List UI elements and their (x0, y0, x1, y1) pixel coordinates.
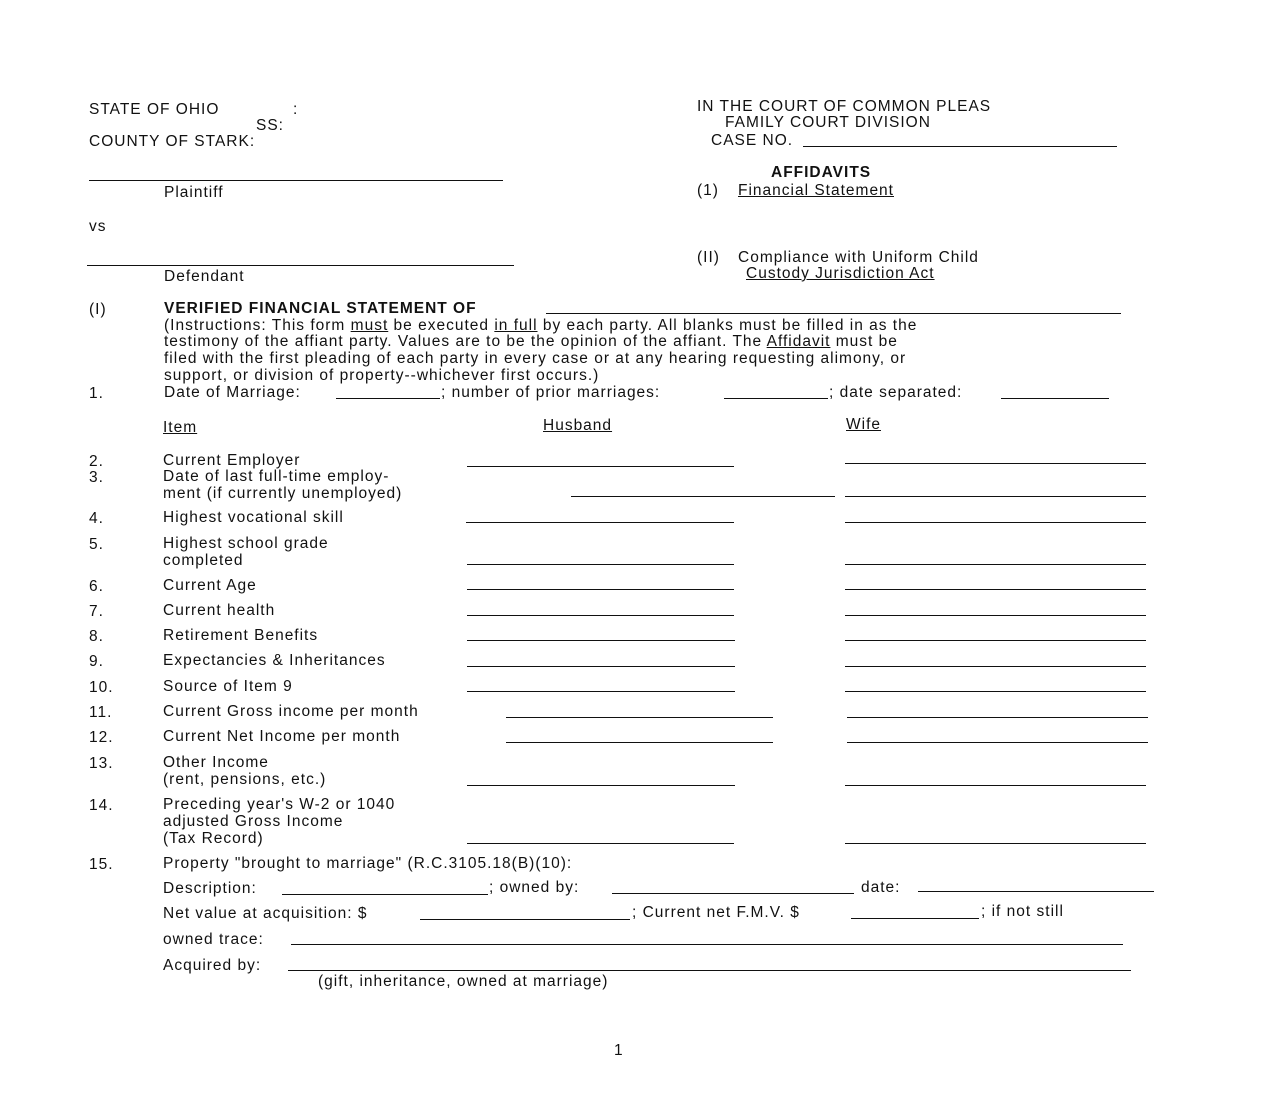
husband-answer-line[interactable] (506, 742, 773, 743)
row1-num: 1. (89, 385, 104, 402)
net-value-line[interactable] (420, 919, 630, 920)
husband-answer-line[interactable] (467, 466, 734, 467)
statement-name-line[interactable] (546, 313, 1121, 314)
owned-trace-label: owned trace: (163, 931, 264, 948)
item-number: 5. (89, 536, 104, 553)
court-division: FAMILY COURT DIVISION (725, 114, 931, 131)
wife-answer-line[interactable] (845, 564, 1146, 565)
item-label: Source of Item 9 (163, 678, 293, 695)
husband-answer-line[interactable] (506, 717, 773, 718)
column-husband: Husband (543, 417, 613, 434)
instructions-text: be executed (388, 317, 495, 334)
date-of-marriage-label: Date of Marriage: (164, 384, 301, 401)
case-no-label: CASE NO. (711, 132, 794, 149)
wife-answer-line[interactable] (845, 496, 1146, 497)
date-separated-label: ; date separated: (829, 384, 963, 401)
item-number: 8. (89, 628, 104, 645)
husband-answer-line[interactable] (467, 564, 734, 565)
plaintiff-label: Plaintiff (164, 184, 224, 201)
column-wife: Wife (846, 416, 881, 433)
item-label: Property "brought to marriage" (R.C.3105.18(B)(10): (163, 855, 573, 872)
husband-answer-line[interactable] (467, 785, 735, 786)
item-label: Highest vocational skill (163, 509, 344, 526)
item-number: 3. (89, 469, 104, 486)
description-label: Description: (163, 880, 257, 897)
description-line[interactable] (282, 894, 488, 895)
statement-title: VERIFIED FINANCIAL STATEMENT OF (164, 300, 477, 317)
affidavit-item1-num: (1) (697, 182, 719, 199)
wife-answer-line[interactable] (845, 691, 1146, 692)
item-label: (rent, pensions, etc.) (163, 771, 327, 788)
item-number: 14. (89, 797, 114, 814)
item-number: 13. (89, 755, 114, 772)
acquired-by-hint: (gift, inheritance, owned at marriage) (318, 973, 609, 990)
instructions-text: support, or division of property--whichever first occurs.) (164, 367, 600, 384)
wife-answer-line[interactable] (847, 717, 1148, 718)
defendant-label: Defendant (164, 268, 245, 285)
item-label: Current Gross income per month (163, 703, 419, 720)
acquired-by-line[interactable] (288, 970, 1131, 971)
instructions-line (164, 317, 917, 334)
instructions-text: filed with the first pleading of each party in every case or at any hearing requesting alimony, or (164, 350, 907, 367)
plaintiff-line[interactable] (89, 180, 503, 181)
instructions-emphasis: Affidavit (766, 333, 831, 350)
owned-by-label: ; owned by: (489, 879, 580, 896)
item-label: Current Age (163, 577, 257, 594)
if-not-still-label: ; if not still (981, 903, 1064, 920)
current-fmv-label: ; Current net F.M.V. $ (632, 904, 800, 921)
husband-answer-line[interactable] (467, 615, 734, 616)
item-number: 2. (89, 453, 104, 470)
county-label: COUNTY OF STARK: (89, 133, 256, 150)
item-label: Other Income (163, 754, 269, 771)
net-value-label: Net value at acquisition: $ (163, 905, 368, 922)
owned-by-line[interactable] (612, 893, 854, 894)
item-label: Highest school grade (163, 535, 329, 552)
date-separated-line[interactable] (1001, 398, 1109, 399)
wife-answer-line[interactable] (845, 615, 1146, 616)
defendant-line[interactable] (87, 265, 514, 266)
item-number: 4. (89, 510, 104, 527)
instructions-text: must be (830, 333, 898, 350)
item-label: Preceding year's W-2 or 1040 (163, 796, 396, 813)
instructions-emphasis: in full (494, 317, 538, 334)
ss-label: SS: (256, 117, 284, 134)
state-colon: : (293, 101, 299, 118)
item-number: 15. (89, 856, 114, 873)
instructions-text: testimony of the affiant party. Values are to be the opinion of the affiant. The (164, 333, 767, 350)
husband-answer-line[interactable] (467, 640, 735, 641)
item-label: ment (if currently unemployed) (163, 485, 403, 502)
affidavit-item1: Financial Statement (738, 182, 894, 199)
wife-answer-line[interactable] (845, 522, 1146, 523)
current-fmv-line[interactable] (851, 918, 979, 919)
item-number: 12. (89, 729, 114, 746)
item-label: Date of last full-time employ- (163, 468, 390, 485)
item-label: Current Employer (163, 452, 301, 469)
item-number: 6. (89, 578, 104, 595)
item-label: Current health (163, 602, 276, 619)
item-number: 11. (89, 704, 113, 721)
statement-num: (I) (89, 301, 107, 318)
item-label: completed (163, 552, 244, 569)
instructions-line (164, 367, 599, 384)
instructions-line (164, 350, 906, 367)
date-of-marriage-line[interactable] (336, 398, 440, 399)
prior-marriages-label: ; number of prior marriages: (441, 384, 661, 401)
wife-answer-line[interactable] (845, 666, 1146, 667)
item-label: adjusted Gross Income (163, 813, 344, 830)
court-name: IN THE COURT OF COMMON PLEAS (697, 98, 992, 115)
item-label: Current Net Income per month (163, 728, 401, 745)
date-line[interactable] (918, 891, 1154, 892)
date-label: date: (861, 879, 901, 896)
acquired-by-label: Acquired by: (163, 957, 262, 974)
state-label: STATE OF OHIO (89, 101, 220, 118)
item-number: 7. (89, 603, 104, 620)
husband-answer-line[interactable] (467, 691, 735, 692)
vs-label: vs (89, 218, 107, 235)
affidavits-title: AFFIDAVITS (771, 164, 872, 181)
husband-answer-line[interactable] (571, 496, 835, 497)
item-label: (Tax Record) (163, 830, 264, 847)
column-item: Item (163, 419, 198, 436)
wife-answer-line[interactable] (847, 742, 1148, 743)
instructions-line (164, 333, 898, 350)
wife-answer-line[interactable] (845, 785, 1146, 786)
wife-answer-line[interactable] (845, 843, 1146, 844)
instructions-text: by each party. All blanks must be filled in as the (537, 317, 918, 334)
instructions-emphasis: must (350, 317, 389, 334)
owned-trace-line[interactable] (291, 944, 1123, 945)
item-label: Retirement Benefits (163, 627, 319, 644)
affidavit-item2-line2: Custody Jurisdiction Act (746, 265, 935, 282)
prior-marriages-line[interactable] (724, 398, 828, 399)
item-number: 9. (89, 653, 104, 670)
husband-answer-line[interactable] (467, 666, 735, 667)
affidavit-item2-line1: Compliance with Uniform Child (738, 249, 979, 266)
affidavit-item2-num: (II) (697, 249, 720, 266)
wife-answer-line[interactable] (845, 640, 1146, 641)
wife-answer-line[interactable] (845, 463, 1146, 464)
husband-answer-line[interactable] (467, 589, 734, 590)
item-number: 10. (89, 679, 114, 696)
wife-answer-line[interactable] (845, 589, 1146, 590)
page-number: 1 (614, 1042, 624, 1059)
husband-answer-line[interactable] (466, 522, 734, 523)
husband-answer-line[interactable] (467, 843, 734, 844)
item-label: Expectancies & Inheritances (163, 652, 386, 669)
case-no-line[interactable] (803, 146, 1117, 147)
instructions-text: (Instructions: This form (164, 317, 351, 334)
